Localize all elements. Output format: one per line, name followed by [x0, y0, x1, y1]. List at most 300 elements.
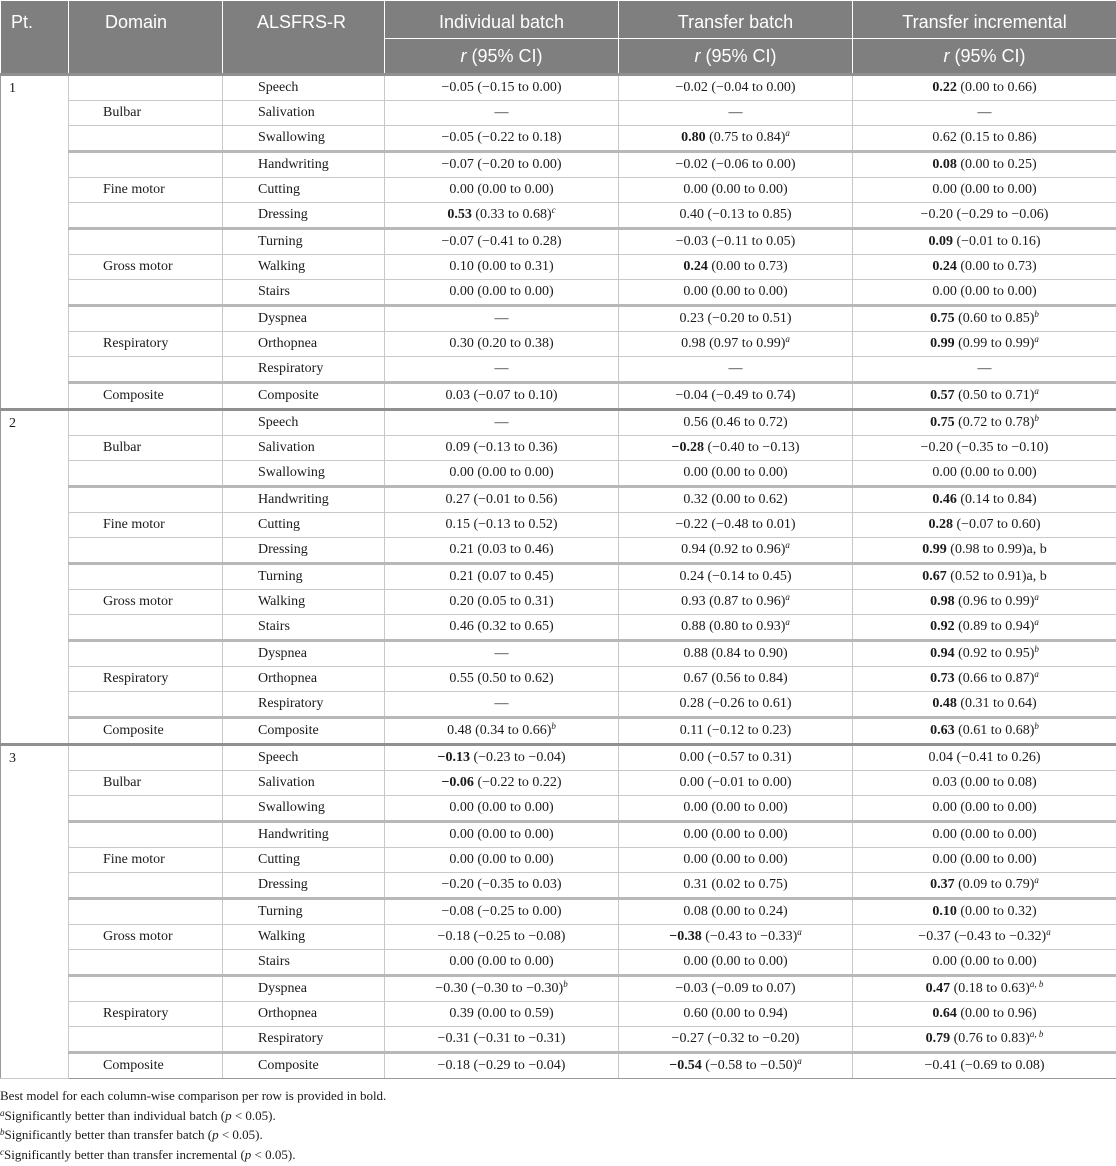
- significance-marker: a: [1034, 669, 1039, 679]
- table-row: [1, 950, 1116, 976]
- subheader-r-ci: r (95% CI): [619, 39, 853, 75]
- estimate-text: −0.04 (−0.49 to 0.74): [675, 388, 796, 403]
- estimate-text: (−0.22 to 0.22): [473, 775, 562, 790]
- domain-cell: [69, 615, 223, 641]
- table-row: [1, 796, 1116, 822]
- estimate-text: 0.98 (0.97 to 0.99): [681, 336, 786, 351]
- table-row: [1, 1002, 1116, 1027]
- domain-cell: Fine motor: [69, 178, 223, 203]
- significance-marker: a: [797, 927, 802, 937]
- domain-cell: Bulbar: [69, 771, 223, 796]
- alsfrs-item-cell: Handwriting: [223, 152, 385, 178]
- table-header: [1, 1, 1116, 75]
- individual-batch-cell: [385, 332, 619, 357]
- estimate-text: 0.20 (0.05 to 0.31): [449, 594, 554, 609]
- individual-batch-cell: [385, 745, 619, 771]
- individual-batch-cell: [385, 950, 619, 976]
- transfer-incremental-cell: [853, 641, 1116, 667]
- transfer-incremental-cell: [853, 615, 1116, 641]
- estimate-text: 0.88 (0.80 to 0.93): [681, 619, 786, 634]
- estimate-text: 0.00 (0.00 to 0.00): [683, 284, 788, 299]
- transfer-incremental-cell: [853, 590, 1116, 615]
- table-row: [1, 718, 1116, 745]
- transfer-incremental-cell: [853, 718, 1116, 745]
- bold-estimate: 0.48: [932, 696, 957, 711]
- transfer-incremental-cell: [853, 1053, 1116, 1079]
- significance-marker: b: [551, 721, 556, 731]
- transfer-batch-cell: [619, 873, 853, 899]
- alsfrs-item-cell: Turning: [223, 564, 385, 590]
- estimate-text: (0.89 to 0.94): [954, 619, 1035, 634]
- estimate-text: (−0.23 to −0.04): [469, 750, 566, 765]
- transfer-batch-cell: [619, 101, 853, 126]
- transfer-incremental-cell: [853, 1027, 1116, 1053]
- domain-cell: Bulbar: [69, 436, 223, 461]
- alsfrs-item-cell: Stairs: [223, 950, 385, 976]
- estimate-text: 0.10 (0.00 to 0.31): [449, 259, 554, 274]
- bold-estimate: 0.53: [447, 207, 472, 222]
- bold-estimate: 0.79: [925, 1031, 951, 1046]
- transfer-incremental-cell: [853, 822, 1116, 848]
- significance-marker: a: [785, 592, 790, 602]
- estimate-text: (0.00 to 0.25): [956, 157, 1037, 172]
- transfer-incremental-cell: [853, 925, 1116, 950]
- transfer-batch-cell: [619, 848, 853, 873]
- alsfrs-item-cell: Stairs: [223, 615, 385, 641]
- table-footnotes: [0, 1086, 1116, 1164]
- estimate-text: −0.02 (−0.06 to 0.00): [675, 157, 796, 172]
- estimate-text: (0.92 to 0.95): [954, 646, 1035, 661]
- transfer-batch-cell: [619, 899, 853, 925]
- header-pt: Pt.: [1, 1, 69, 75]
- individual-batch-cell: [385, 590, 619, 615]
- table-row: [1, 925, 1116, 950]
- estimate-text: 0.27 (−0.01 to 0.56): [445, 492, 558, 507]
- transfer-incremental-cell: [853, 950, 1116, 976]
- patient-cell: 1: [1, 75, 69, 410]
- estimate-text: −0.08 (−0.25 to 0.00): [441, 904, 562, 919]
- significance-marker: c: [551, 205, 556, 215]
- individual-batch-cell: [385, 255, 619, 280]
- domain-cell: [69, 976, 223, 1002]
- transfer-batch-cell: [619, 745, 853, 771]
- individual-batch-cell: [385, 899, 619, 925]
- alsfrs-item-cell: Respiratory: [223, 357, 385, 383]
- bold-estimate: 0.92: [930, 619, 955, 634]
- estimate-text: 0.00 (0.00 to 0.00): [683, 827, 788, 842]
- estimate-text: 0.21 (0.07 to 0.45): [449, 569, 554, 584]
- domain-cell: [69, 410, 223, 436]
- estimate-text: 0.04 (−0.41 to 0.26): [928, 750, 1041, 765]
- domain-cell: [69, 692, 223, 718]
- estimate-text: −0.27 (−0.32 to −0.20): [671, 1031, 800, 1046]
- estimate-text: (0.00 to 0.73): [956, 259, 1037, 274]
- domain-cell: [69, 203, 223, 229]
- domain-cell: [69, 1027, 223, 1053]
- table-row: [1, 641, 1116, 667]
- significance-marker: a: [1034, 386, 1039, 396]
- transfer-batch-cell: [619, 178, 853, 203]
- transfer-batch-cell: [619, 822, 853, 848]
- estimate-text: 0.00 (0.00 to 0.00): [932, 465, 1037, 480]
- estimate-text: —: [494, 696, 509, 711]
- significance-marker: a: [785, 617, 790, 627]
- bold-estimate: 0.22: [932, 80, 957, 95]
- alsfrs-item-cell: Salivation: [223, 101, 385, 126]
- significance-marker: a, b: [1029, 1029, 1044, 1039]
- domain-cell: Composite: [69, 1053, 223, 1079]
- alsfrs-item-cell: Walking: [223, 255, 385, 280]
- transfer-batch-cell: [619, 976, 853, 1002]
- transfer-incremental-cell: [853, 976, 1116, 1002]
- estimate-text: 0.32 (0.00 to 0.62): [683, 492, 788, 507]
- transfer-incremental-cell: [853, 178, 1116, 203]
- table-row: [1, 203, 1116, 229]
- table-row: [1, 848, 1116, 873]
- alsfrs-item-cell: Swallowing: [223, 461, 385, 487]
- estimate-text: −0.18 (−0.29 to −0.04): [437, 1058, 566, 1073]
- estimate-text: (0.66 to 0.87): [954, 671, 1035, 686]
- alsfrs-item-cell: Turning: [223, 899, 385, 925]
- domain-cell: Respiratory: [69, 332, 223, 357]
- domain-cell: [69, 899, 223, 925]
- estimate-text: 0.00 (0.00 to 0.00): [932, 954, 1037, 969]
- individual-batch-cell: [385, 925, 619, 950]
- transfer-batch-cell: [619, 436, 853, 461]
- table-row: [1, 75, 1116, 101]
- estimate-text: −0.37 (−0.43 to −0.32): [918, 929, 1047, 944]
- individual-batch-cell: [385, 152, 619, 178]
- estimate-text: 0.08 (0.00 to 0.24): [683, 904, 788, 919]
- estimate-text: 0.03 (0.00 to 0.08): [932, 775, 1037, 790]
- table-row: [1, 436, 1116, 461]
- domain-cell: [69, 280, 223, 306]
- alsfrs-item-cell: Cutting: [223, 848, 385, 873]
- significance-marker: a: [785, 334, 790, 344]
- alsfrs-item-cell: Salivation: [223, 771, 385, 796]
- table-row: [1, 332, 1116, 357]
- individual-batch-cell: [385, 848, 619, 873]
- transfer-incremental-cell: [853, 203, 1116, 229]
- bold-estimate: 0.28: [928, 517, 953, 532]
- alsfrs-item-cell: Respiratory: [223, 1027, 385, 1053]
- estimate-text: (0.98 to 0.99)a, b: [946, 542, 1047, 557]
- table-row: [1, 873, 1116, 899]
- table-row: [1, 771, 1116, 796]
- estimate-text: 0.00 (0.00 to 0.00): [683, 182, 788, 197]
- estimate-text: (0.76 to 0.83): [950, 1031, 1030, 1046]
- bold-estimate: 0.47: [925, 981, 951, 996]
- transfer-incremental-cell: [853, 1002, 1116, 1027]
- transfer-batch-cell: [619, 1002, 853, 1027]
- alsfrs-item-cell: Dyspnea: [223, 976, 385, 1002]
- estimate-text: (0.00 to 0.32): [956, 904, 1037, 919]
- transfer-incremental-cell: [853, 513, 1116, 538]
- significance-marker: b: [1034, 309, 1039, 319]
- table-row: [1, 126, 1116, 152]
- estimate-text: −0.30 (−0.30 to −0.30): [435, 981, 564, 996]
- table-row: [1, 487, 1116, 513]
- table-row: [1, 667, 1116, 692]
- transfer-batch-cell: [619, 203, 853, 229]
- individual-batch-cell: [385, 410, 619, 436]
- domain-cell: [69, 357, 223, 383]
- transfer-incremental-cell: [853, 436, 1116, 461]
- estimate-text: −0.05 (−0.22 to 0.18): [441, 130, 562, 145]
- alsfrs-item-cell: Speech: [223, 745, 385, 771]
- estimate-text: (0.00 to 0.73): [707, 259, 788, 274]
- estimate-text: 0.00 (0.00 to 0.00): [932, 827, 1037, 842]
- domain-cell: [69, 126, 223, 152]
- estimate-text: 0.31 (0.02 to 0.75): [683, 877, 788, 892]
- transfer-incremental-cell: [853, 152, 1116, 178]
- alsfrs-item-cell: Orthopnea: [223, 332, 385, 357]
- estimate-text: 0.00 (0.00 to 0.00): [683, 465, 788, 480]
- bold-estimate: 0.24: [932, 259, 957, 274]
- domain-cell: [69, 487, 223, 513]
- alsfrs-item-cell: Turning: [223, 229, 385, 255]
- domain-cell: Gross motor: [69, 255, 223, 280]
- bold-estimate: 0.80: [681, 130, 706, 145]
- domain-cell: Gross motor: [69, 925, 223, 950]
- estimate-text: 0.00 (0.00 to 0.00): [932, 800, 1037, 815]
- estimate-text: —: [494, 311, 509, 326]
- significance-marker: a: [797, 1056, 802, 1066]
- table-row: [1, 410, 1116, 436]
- transfer-batch-cell: [619, 152, 853, 178]
- estimate-text: —: [977, 105, 992, 120]
- table-row: [1, 590, 1116, 615]
- bold-estimate: −0.06: [441, 775, 474, 790]
- estimate-text: (0.00 to 0.96): [956, 1006, 1037, 1021]
- individual-batch-cell: [385, 487, 619, 513]
- bold-estimate: 0.73: [930, 671, 955, 686]
- estimate-text: 0.00 (0.00 to 0.00): [683, 852, 788, 867]
- bold-estimate: 0.99: [922, 542, 947, 557]
- table-row: [1, 255, 1116, 280]
- estimate-text: 0.00 (0.00 to 0.00): [932, 182, 1037, 197]
- estimate-text: (−0.40 to −0.13): [703, 440, 800, 455]
- individual-batch-cell: [385, 641, 619, 667]
- transfer-batch-cell: [619, 357, 853, 383]
- table-row: [1, 564, 1116, 590]
- transfer-batch-cell: [619, 306, 853, 332]
- estimate-text: 0.88 (0.84 to 0.90): [683, 646, 788, 661]
- bold-estimate: 0.08: [932, 157, 957, 172]
- table-row: [1, 229, 1116, 255]
- estimate-text: −0.18 (−0.25 to −0.08): [437, 929, 566, 944]
- estimate-text: −0.03 (−0.09 to 0.07): [675, 981, 796, 996]
- bold-estimate: 0.67: [922, 569, 947, 584]
- significance-marker: a, b: [1029, 979, 1044, 989]
- domain-cell: [69, 229, 223, 255]
- alsfrs-item-cell: Orthopnea: [223, 1002, 385, 1027]
- patient-cell: 3: [1, 745, 69, 1079]
- estimate-text: —: [728, 361, 743, 376]
- transfer-batch-cell: [619, 461, 853, 487]
- transfer-incremental-cell: [853, 873, 1116, 899]
- estimate-text: 0.00 (0.00 to 0.00): [449, 182, 554, 197]
- footnote-c: $^c$Significantly better than transfer incremental (p < 0.05).: [0, 1146, 296, 1162]
- table-row: [1, 538, 1116, 564]
- estimate-text: 0.21 (0.03 to 0.46): [449, 542, 554, 557]
- significance-marker: a: [785, 540, 790, 550]
- transfer-batch-cell: [619, 538, 853, 564]
- individual-batch-cell: [385, 718, 619, 745]
- domain-cell: Respiratory: [69, 667, 223, 692]
- estimate-text: 0.39 (0.00 to 0.59): [449, 1006, 554, 1021]
- individual-batch-cell: [385, 615, 619, 641]
- estimate-text: 0.67 (0.56 to 0.84): [683, 671, 788, 686]
- alsfrs-item-cell: Swallowing: [223, 126, 385, 152]
- bold-estimate: 0.10: [932, 904, 957, 919]
- alsfrs-item-cell: Walking: [223, 590, 385, 615]
- transfer-incremental-cell: [853, 75, 1116, 101]
- estimate-text: 0.94 (0.92 to 0.96): [681, 542, 786, 557]
- significance-marker: b: [1034, 413, 1039, 423]
- domain-cell: Respiratory: [69, 1002, 223, 1027]
- estimate-text: (0.00 to 0.66): [956, 80, 1037, 95]
- estimate-text: 0.00 (0.00 to 0.00): [932, 852, 1037, 867]
- domain-cell: [69, 950, 223, 976]
- estimate-text: (0.61 to 0.68): [954, 723, 1035, 738]
- individual-batch-cell: [385, 461, 619, 487]
- transfer-incremental-cell: [853, 101, 1116, 126]
- domain-cell: [69, 641, 223, 667]
- significance-marker: b: [1034, 644, 1039, 654]
- estimate-text: 0.00 (0.00 to 0.00): [449, 284, 554, 299]
- bold-estimate: 0.64: [932, 1006, 957, 1021]
- domain-cell: [69, 75, 223, 101]
- estimate-text: 0.09 (−0.13 to 0.36): [445, 440, 558, 455]
- table-row: [1, 101, 1116, 126]
- transfer-batch-cell: [619, 126, 853, 152]
- individual-batch-cell: [385, 976, 619, 1002]
- estimate-text: −0.20 (−0.29 to −0.06): [920, 207, 1049, 222]
- estimate-text: 0.00 (0.00 to 0.00): [449, 827, 554, 842]
- table-row: [1, 822, 1116, 848]
- significance-marker: a: [1046, 927, 1051, 937]
- estimate-text: (0.09 to 0.79): [954, 877, 1035, 892]
- estimate-text: (−0.01 to 0.16): [952, 234, 1041, 249]
- alsfrs-item-cell: Cutting: [223, 178, 385, 203]
- transfer-batch-cell: [619, 641, 853, 667]
- estimate-text: 0.24 (−0.14 to 0.45): [679, 569, 792, 584]
- estimate-text: (0.14 to 0.84): [956, 492, 1037, 507]
- alsfrs-item-cell: Cutting: [223, 513, 385, 538]
- individual-batch-cell: [385, 357, 619, 383]
- bold-estimate: −0.28: [671, 440, 704, 455]
- transfer-batch-cell: [619, 332, 853, 357]
- individual-batch-cell: [385, 306, 619, 332]
- estimate-text: 0.40 (−0.13 to 0.85): [679, 207, 792, 222]
- individual-batch-cell: [385, 101, 619, 126]
- individual-batch-cell: [385, 1002, 619, 1027]
- transfer-incremental-cell: [853, 383, 1116, 410]
- alsfrs-item-cell: Stairs: [223, 280, 385, 306]
- transfer-batch-cell: [619, 1027, 853, 1053]
- table-row: [1, 306, 1116, 332]
- domain-cell: [69, 796, 223, 822]
- domain-cell: [69, 564, 223, 590]
- estimate-text: 0.93 (0.87 to 0.96): [681, 594, 786, 609]
- alsfrs-item-cell: Dressing: [223, 203, 385, 229]
- estimate-text: −0.22 (−0.48 to 0.01): [675, 517, 796, 532]
- transfer-batch-cell: [619, 590, 853, 615]
- header-transfer-incremental: Transfer incremental: [853, 1, 1116, 39]
- transfer-batch-cell: [619, 487, 853, 513]
- estimate-text: −0.07 (−0.41 to 0.28): [441, 234, 562, 249]
- transfer-incremental-cell: [853, 564, 1116, 590]
- alsfrs-item-cell: Speech: [223, 410, 385, 436]
- individual-batch-cell: [385, 513, 619, 538]
- estimate-text: —: [977, 361, 992, 376]
- estimate-text: (0.50 to 0.71): [954, 388, 1035, 403]
- estimate-text: −0.31 (−0.31 to −0.31): [437, 1031, 566, 1046]
- bold-estimate: −0.54: [669, 1058, 702, 1073]
- estimate-text: −0.20 (−0.35 to 0.03): [441, 877, 562, 892]
- domain-cell: [69, 152, 223, 178]
- estimate-text: 0.00 (0.00 to 0.00): [683, 800, 788, 815]
- table-row: [1, 1053, 1116, 1079]
- individual-batch-cell: [385, 796, 619, 822]
- estimate-text: (0.60 to 0.85): [954, 311, 1035, 326]
- estimate-text: —: [728, 105, 743, 120]
- header-individual-batch: Individual batch: [385, 1, 619, 39]
- estimate-text: −0.03 (−0.11 to 0.05): [675, 234, 796, 249]
- estimate-text: 0.00 (0.00 to 0.00): [449, 465, 554, 480]
- individual-batch-cell: [385, 203, 619, 229]
- bold-estimate: −0.38: [669, 929, 702, 944]
- estimate-text: (−0.58 to −0.50): [701, 1058, 798, 1073]
- individual-batch-cell: [385, 1053, 619, 1079]
- transfer-batch-cell: [619, 564, 853, 590]
- table-row: [1, 692, 1116, 718]
- individual-batch-cell: [385, 126, 619, 152]
- subheader-r-ci: r (95% CI): [853, 39, 1116, 75]
- significance-marker: a: [1034, 875, 1039, 885]
- transfer-batch-cell: [619, 410, 853, 436]
- transfer-batch-cell: [619, 692, 853, 718]
- significance-marker: b: [1034, 721, 1039, 731]
- transfer-batch-cell: [619, 667, 853, 692]
- transfer-batch-cell: [619, 280, 853, 306]
- table-row: [1, 152, 1116, 178]
- domain-cell: [69, 538, 223, 564]
- estimate-text: 0.00 (0.00 to 0.00): [683, 954, 788, 969]
- estimate-text: −0.41 (−0.69 to 0.08): [924, 1058, 1045, 1073]
- table-row: [1, 1027, 1116, 1053]
- transfer-incremental-cell: [853, 357, 1116, 383]
- estimate-text: —: [494, 415, 509, 430]
- estimate-text: —: [494, 361, 509, 376]
- estimate-text: −0.02 (−0.04 to 0.00): [675, 80, 796, 95]
- transfer-batch-cell: [619, 229, 853, 255]
- estimate-text: (0.96 to 0.99): [954, 594, 1035, 609]
- bold-estimate: 0.99: [930, 336, 955, 351]
- alsfrs-item-cell: Orthopnea: [223, 667, 385, 692]
- domain-cell: [69, 461, 223, 487]
- transfer-incremental-cell: [853, 692, 1116, 718]
- bold-estimate: 0.98: [930, 594, 955, 609]
- estimate-text: (0.75 to 0.84): [705, 130, 786, 145]
- transfer-batch-cell: [619, 615, 853, 641]
- transfer-incremental-cell: [853, 796, 1116, 822]
- estimate-text: (0.52 to 0.91)a, b: [946, 569, 1047, 584]
- transfer-batch-cell: [619, 75, 853, 101]
- transfer-batch-cell: [619, 950, 853, 976]
- bold-estimate: 0.75: [930, 415, 955, 430]
